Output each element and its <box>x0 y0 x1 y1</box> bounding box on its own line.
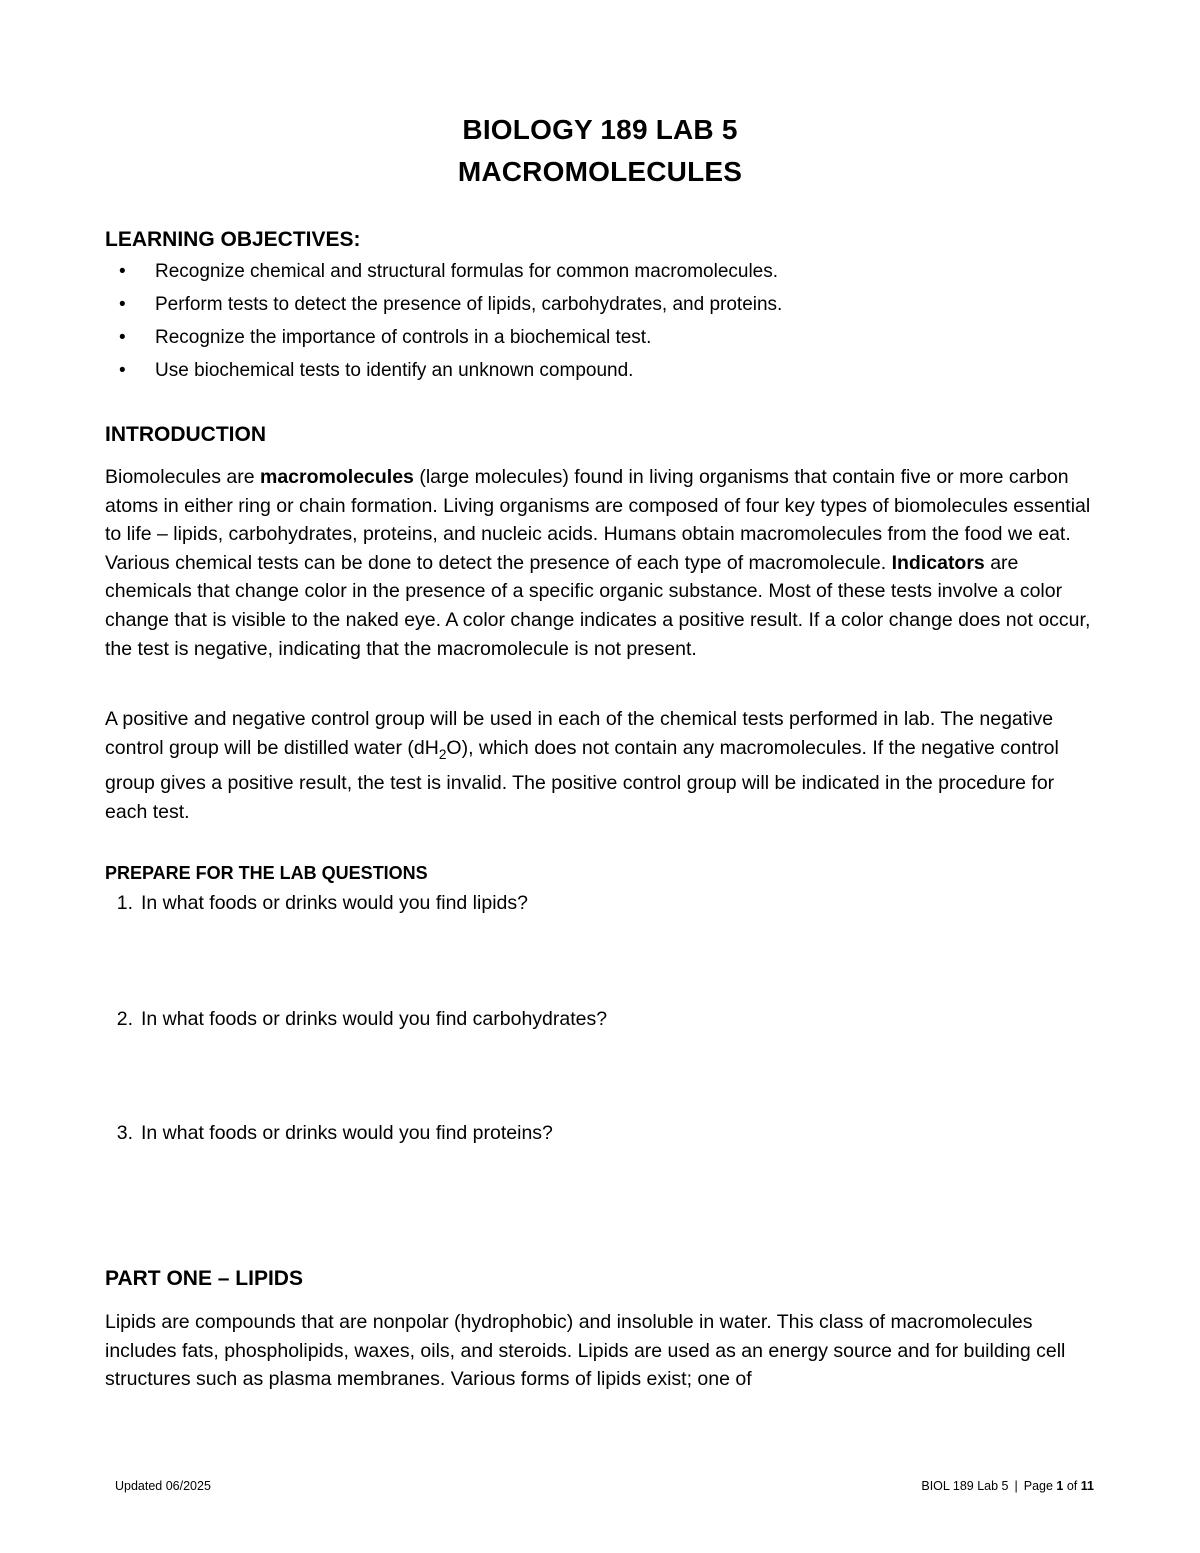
footer-page-number: 1 <box>1056 1479 1064 1493</box>
question-item <box>105 1005 1005 1033</box>
learning-objectives-list <box>105 258 1105 390</box>
question-text: In what foods or drinks would you find proteins? <box>141 1122 553 1144</box>
question-number: 3. <box>116 1122 133 1144</box>
subscript: 2 <box>438 746 447 762</box>
introduction-paragraph-1 <box>105 463 1095 663</box>
bullet-icon: • <box>119 327 126 348</box>
question-item <box>105 889 1005 917</box>
list-item <box>105 324 1105 357</box>
objective-text: Recognize the importance of controls in a biochemical test. <box>155 327 652 348</box>
introduction-heading: INTRODUCTION <box>105 423 266 446</box>
text-run: Biomolecules are <box>105 466 260 488</box>
introduction-paragraph-2 <box>105 705 1095 826</box>
footer-of-label: of <box>1066 1479 1078 1493</box>
objective-text: Perform tests to detect the presence of lipids, carbohydrates, and proteins. <box>155 294 783 315</box>
footer-updated: Updated 06/2025 <box>115 1479 211 1493</box>
bullet-icon: • <box>119 294 126 315</box>
learning-objectives-heading: LEARNING OBJECTIVES: <box>105 228 361 251</box>
question-number: 1. <box>116 892 133 914</box>
term-macromolecules: macromolecules <box>260 466 414 488</box>
footer-page-info <box>921 1479 1094 1493</box>
document-subtitle: MACROMOLECULES <box>457 156 743 187</box>
question-item <box>105 1119 1005 1147</box>
question-text: In what foods or drinks would you find carbohydrates? <box>141 1008 608 1030</box>
term-indicators: Indicators <box>891 551 985 574</box>
footer-page-label: Page <box>1023 1479 1053 1493</box>
footer-course: BIOL 189 Lab 5 <box>921 1479 1009 1493</box>
part-one-heading: PART ONE – LIPIDS <box>105 1267 303 1290</box>
document-title: BIOLOGY 189 LAB 5 <box>462 114 738 145</box>
part-one-paragraph: Lipids are compounds that are nonpolar (hydrophobic) and insoluble in water. This class of macromolecules includes fats, phospholipids, waxes, oils, and steroids. Lipids are used as an energy source and for building cell structures such as plasma membranes. Various forms of lipids exist; one of <box>105 1311 1066 1391</box>
text-run: (large molecules) found in living organisms that contain five or more carbon atoms in either ring or chain formation. Living organisms are composed of four key types of biomolecules essential to life – lipids, carbohydrates, proteins, and nucleic acids. Humans obtain macromolecules from the food we eat. Various chemical tests can be done to detect the presence of each type of macromolecule. <box>105 466 1091 574</box>
footer-separator: | <box>1014 1479 1018 1493</box>
question-number: 2. <box>116 1008 133 1030</box>
prepare-heading: PREPARE FOR THE LAB QUESTIONS <box>105 863 428 883</box>
objective-text: Recognize chemical and structural formulas for common macromolecules. <box>155 261 779 282</box>
bullet-icon: • <box>119 261 126 282</box>
list-item <box>105 258 1105 291</box>
footer-page-total: 11 <box>1080 1479 1094 1493</box>
list-item <box>105 357 1105 390</box>
list-item <box>105 291 1105 324</box>
text-run: are chemicals that change color in the presence of a specific organic substance. Most of these tests involve a color change that is visible to the naked eye. A color change indicates a positive result. If a color change does not occur, the test is negative, indicating that the macromolecule is not present. <box>105 551 1091 660</box>
objective-text: Use biochemical tests to identify an unknown compound. <box>155 360 634 381</box>
question-text: In what foods or drinks would you find lipids? <box>141 892 528 914</box>
bullet-icon: • <box>119 360 126 381</box>
text-run: O), which does not contain any macromolecules. If the negative control group gives a positive result, the test is invalid. The positive control group will be indicated in the procedure for each test. <box>105 736 1059 823</box>
text-run: A positive and negative control group will be used in each of the chemical tests performed in lab. The negative control group will be distilled water (dH <box>105 708 1054 759</box>
